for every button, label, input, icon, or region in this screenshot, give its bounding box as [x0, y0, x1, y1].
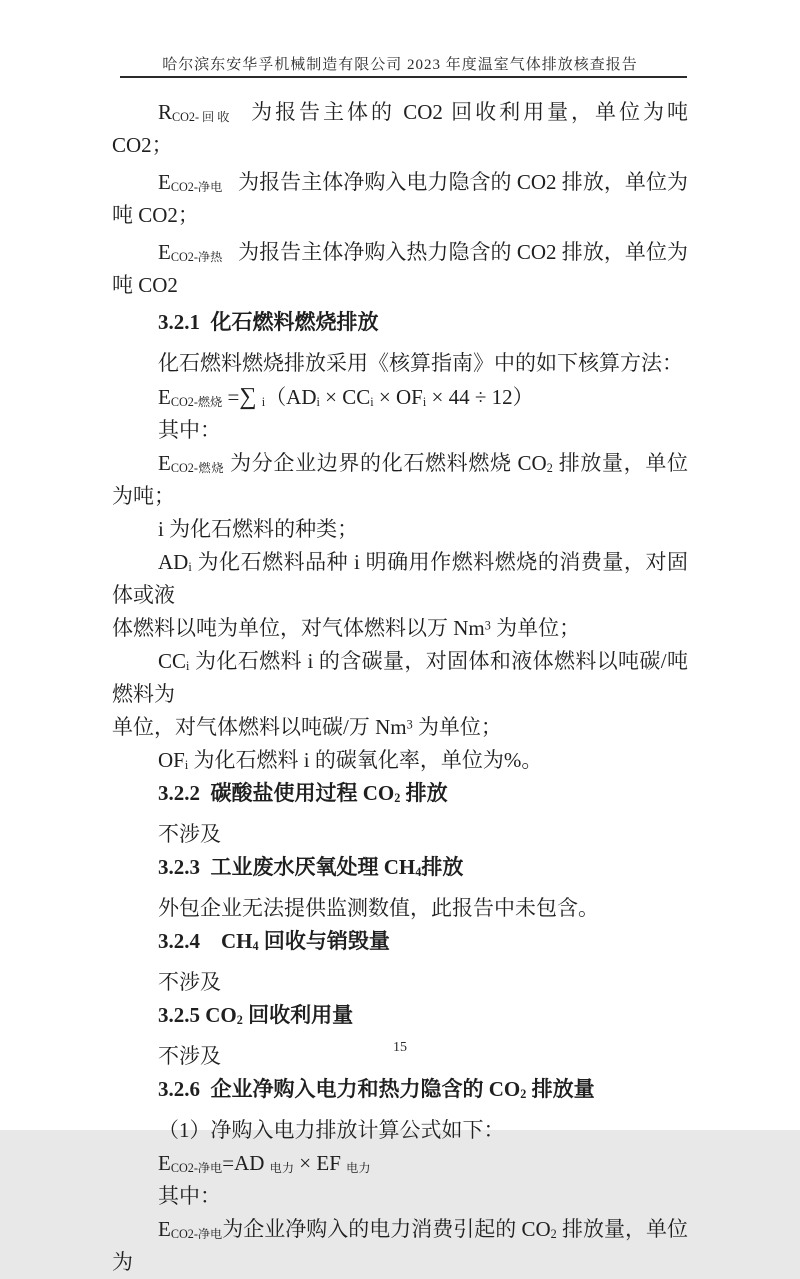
page-number: 15: [393, 1040, 407, 1055]
section-heading: 3.2.1 化石燃料燃烧排放: [158, 310, 379, 334]
paragraph: $OF_i$ 为化石燃料 i 的碳氧化率，单位为%。: [158, 748, 543, 773]
paragraph: 其中：: [158, 418, 221, 442]
paragraph: $E_{CO2-净热}$ 为报告主体净购入热力隐含的 CO2 排放，单位为吨 CO2: [112, 240, 688, 297]
paragraph: 不涉及: [158, 822, 221, 846]
paragraph: $E_{CO2-净电}$ 为报告主体净购入电力隐含的 CO2 排放，单位为吨 CO2；: [112, 170, 688, 227]
paragraph: $R_{CO2-回收}$ 为报告主体的 CO2 回收利用量，单位为吨 CO2；: [112, 100, 688, 157]
paragraph: $E_{CO2-净电}=AD$ $_{电力}$ × EF $_{电力}$: [158, 1151, 371, 1176]
paragraph: $E_{CO2-燃烧}$ 为分企业边界的化石燃料燃烧 $CO_2$ 排放量，单位为吨；: [112, 451, 688, 508]
paragraph: $AD_i$ 为化石燃料品种 i 明确用作燃料燃烧的消费量，对固体或液 体燃料以吨为单位，对气体燃料以万 Nm$^3$ 为单位；: [112, 550, 688, 640]
paragraph: $E_{CO2-净电}$为企业净购入的电力消费引起的 $CO_2$ 排放量，单位为: [112, 1217, 688, 1274]
paragraph: 外包企业无法提供监测数值，此报告中未包含。: [158, 896, 599, 920]
paragraph: $E_{CO2-燃烧}$ =∑ $_i(AD_i \times CC_i \times OF_i \times 44 \div 12)$: [158, 383, 534, 410]
paragraph: （1）净购入电力排放计算公式如下：: [158, 1118, 505, 1142]
section-heading: 3.2.5 $CO_2$ 回收利用量: [158, 1003, 354, 1028]
paragraph: 其中：: [158, 1184, 221, 1208]
page-header-title: 哈尔滨东安华孚机械制造有限公司 2023 年度温室气体排放核查报告: [162, 57, 638, 73]
section-heading: 3.2.3 工业废水厌氧处理 $CH_4$排放: [158, 855, 464, 880]
paragraph: 不涉及: [158, 970, 221, 994]
paragraph: i 为化石燃料的种类；: [158, 517, 359, 541]
section-heading: 3.2.6 企业净购入电力和热力隐含的 $CO_2$ 排放量: [158, 1077, 595, 1102]
paragraph: $CC_i$ 为化石燃料 i 的含碳量，对固体和液体燃料以吨碳/吨燃料为 单位，对气体燃料以吨碳/万 Nm$^3$ 为单位；: [112, 649, 688, 739]
section-heading: 3.2.4 $CH_4$ 回收与销毁量: [158, 929, 390, 954]
document-blocks: [112, 96, 688, 1279]
paragraph: 不涉及: [158, 1044, 221, 1068]
section-heading: 3.2.2 碳酸盐使用过程 $CO_2$ 排放: [158, 781, 448, 806]
paragraph: 化石燃料燃烧排放采用《核算指南》中的如下核算方法：: [158, 351, 683, 375]
header-rule: [120, 76, 687, 78]
